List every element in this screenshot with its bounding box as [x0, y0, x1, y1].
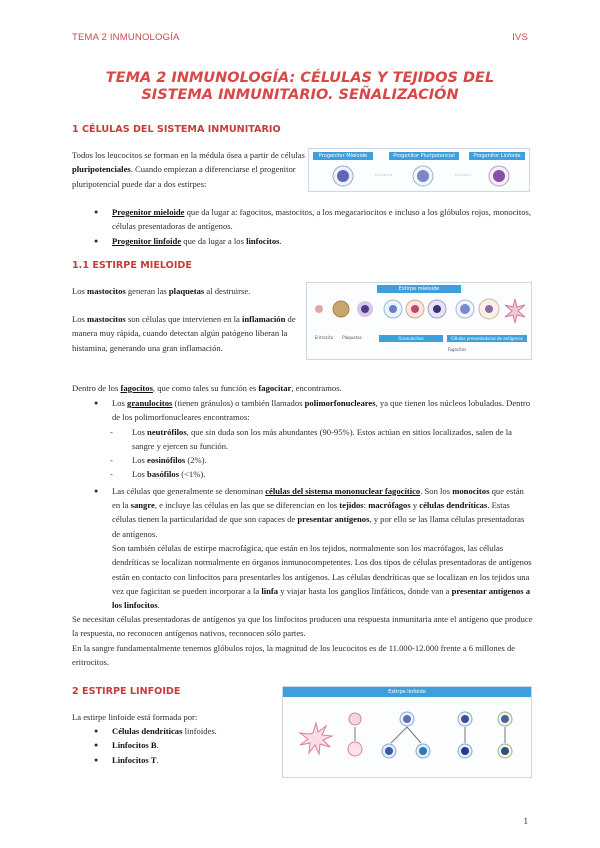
section-1-1-heading: 1.1 ESTIRPE MIELOIDE: [72, 260, 192, 271]
lymphoid-cells-illustration: [283, 699, 531, 769]
list-item: ● Células dendríticas linfoides.: [92, 724, 282, 738]
lymphoid-fig-bar: Estirpe linfoide: [283, 687, 531, 697]
fig1-label-2: Progenitor Pluripotencial: [389, 152, 459, 160]
title-line-1: TEMA 2 INMUNOLOGÍA: CÉLULAS Y TEJIDOS DEL: [105, 70, 495, 86]
lymphoid-figure: [282, 686, 532, 778]
macrofagos-paragraph: Son también células de estirpe macrofágica, que están en los tejidos, normalmente son los macrófagos, las células dendríticas se localizan normalmente en órganos inmunocompetentes. Los dos tipos de células presentadoras de antígenos están en contacto con linfocitos para presentarles los antígenos. Las células dendríticas que se localizan en los tejidos una vez que fagicitan se pueden incorporar a la linfa y viajar hasta los ganglios linfáticos, donde van a presentar antígenos a los linfocitos.: [112, 542, 532, 611]
fagocitos-paragraph: Dentro de los fagocitos, que como tales su función es fagocitar, encontramos.: [72, 383, 342, 393]
list-item: ● Las células que generalmente se denominan células del sistema mononuclear fagocítico. Son los monocitos que están en la sangre, e incluye las células en las que se diferencian en los tejidos: macrófagos y células dendríticas. Estas células tienen la particularidad de que son capaces de presentar antígenos, y por ello se las llama células presentadoras de antígenos. Son también células de estirpe macrofágica, que están en los tejidos, normalmente son los macrófagos, las células dendríticas se localizan normalmente en órganos inmunocompetentes. Los dos tipos de células presentadoras de antígenos están en contacto con linfocitos para presentarles los antígenos. Las células dendríticas que se localizan en los tejidos una vez que fagicitan se pueden incorporar a la linfa y viajar hasta los ganglios linfáticos, donde van a presentar antígenos a los linfocitos.: [92, 484, 534, 613]
linfoide-intro: La estirpe linfoide está formada por:: [72, 712, 198, 722]
fig1-label-1: Progenitor Mieloide: [313, 152, 373, 160]
myeloid-box-granulocitos: Granulocitos: [379, 335, 443, 342]
section-2-heading: 2 ESTIRPE LINFOIDE: [72, 686, 181, 697]
page-number: 1: [523, 815, 528, 826]
progenitor-cells-illustration: [309, 159, 529, 191]
header-right: IVS: [512, 32, 528, 43]
list-item: - Los eosinófilos (2%).: [92, 453, 534, 467]
apc-paragraph: Se necesitan células presentadoras de antígenos ya que los linfocitos producen una respuesta inmunitaria ante el antígeno que produce la respuesta, no reconocen antígenos nativos, reconocen sólo partes. En la sangre fundamentalmente tenemos glóbulos rojos, la magnitud de los leucocitos es de 11.000-12.000 frente a 6 millones de eritrocitos.: [72, 614, 533, 667]
myeloid-bottom-label: Fagocitos: [447, 347, 467, 352]
linfoide-list: [92, 724, 282, 767]
polimorfonucleares-list: [92, 425, 534, 482]
mastocitos-plaquetas-paragraph: Los mastocitos generan las plaquetas al destruirse.: [72, 286, 251, 296]
myeloid-figure: [306, 282, 532, 360]
section-1-intro: Todos los leucocitos se forman en la médula ósea a partir de células pluripotenciales. Cuando empiezan a diferenciarse el progenitor pluripotencial puede dar a dos estirpes:: [72, 150, 305, 189]
fig1-label-3: Progenitor Linfoide: [469, 152, 525, 160]
mastocitos-inflamacion-paragraph: Los mastocitos son células que intervienen en la inflamación de manera muy rápida, cuando detectan algún patógeno liberan la histamina, generando una gran inflamación.: [72, 314, 296, 353]
list-item: ● Linfocitos T.: [92, 753, 282, 767]
fagocitos-list: [92, 396, 534, 612]
myeloid-fig-bar: Estirpe mieloide: [377, 285, 461, 293]
list-item: - Los neutrófilos, que sin duda son los más abundantes (90-95%). Estos actúan en sitios localizados, salen de la sangre y ejercen su función.: [92, 425, 534, 454]
myeloid-box-apc: Células presentadoras de antígenos: [447, 335, 527, 342]
list-item: ● Los granulocitos (tienen gránulos) o también llamados polimorfonucleares, ya que tienen los núcleos lobulados. Dentro de los polimorfonucleares encontramos: - Los neutrófilos, que sin duda son los más abundantes (90-95%). Estos actúan en sitios localizados, salen de la sangre y ejercen su función. - Los eosinófilos (2%). - Los basófilos (<1%).: [92, 396, 534, 482]
section-1-heading: 1 CÉLULAS DEL SISTEMA INMUNITARIO: [72, 124, 281, 135]
title-line-2: SISTEMA INMUNITARIO. SEÑALIZACIÓN: [141, 87, 459, 103]
list-item: ● Progenitor mieloide que da lugar a: fagocitos, mastocitos, a los megacariocitos e incluso a los glóbulos rojos, monocitos, células presentadoras de antígenos.: [92, 205, 532, 234]
header-left: TEMA 2 INMUNOLOGÍA: [72, 32, 180, 43]
list-item: ● Linfocitos B.: [92, 738, 282, 752]
list-item: - Los basófilos (<1%).: [92, 467, 534, 481]
progenitor-list: [92, 205, 532, 248]
myeloid-cells-illustration: [307, 293, 531, 333]
myeloid-left-label-2: Plaquetas: [342, 335, 362, 340]
list-item: ● Progenitor linfoide que da lugar a los linfocitos.: [92, 234, 532, 248]
myeloid-left-label-1: Eritrocito: [314, 335, 334, 340]
progenitor-figure: [308, 148, 530, 192]
page-title: [60, 70, 540, 104]
